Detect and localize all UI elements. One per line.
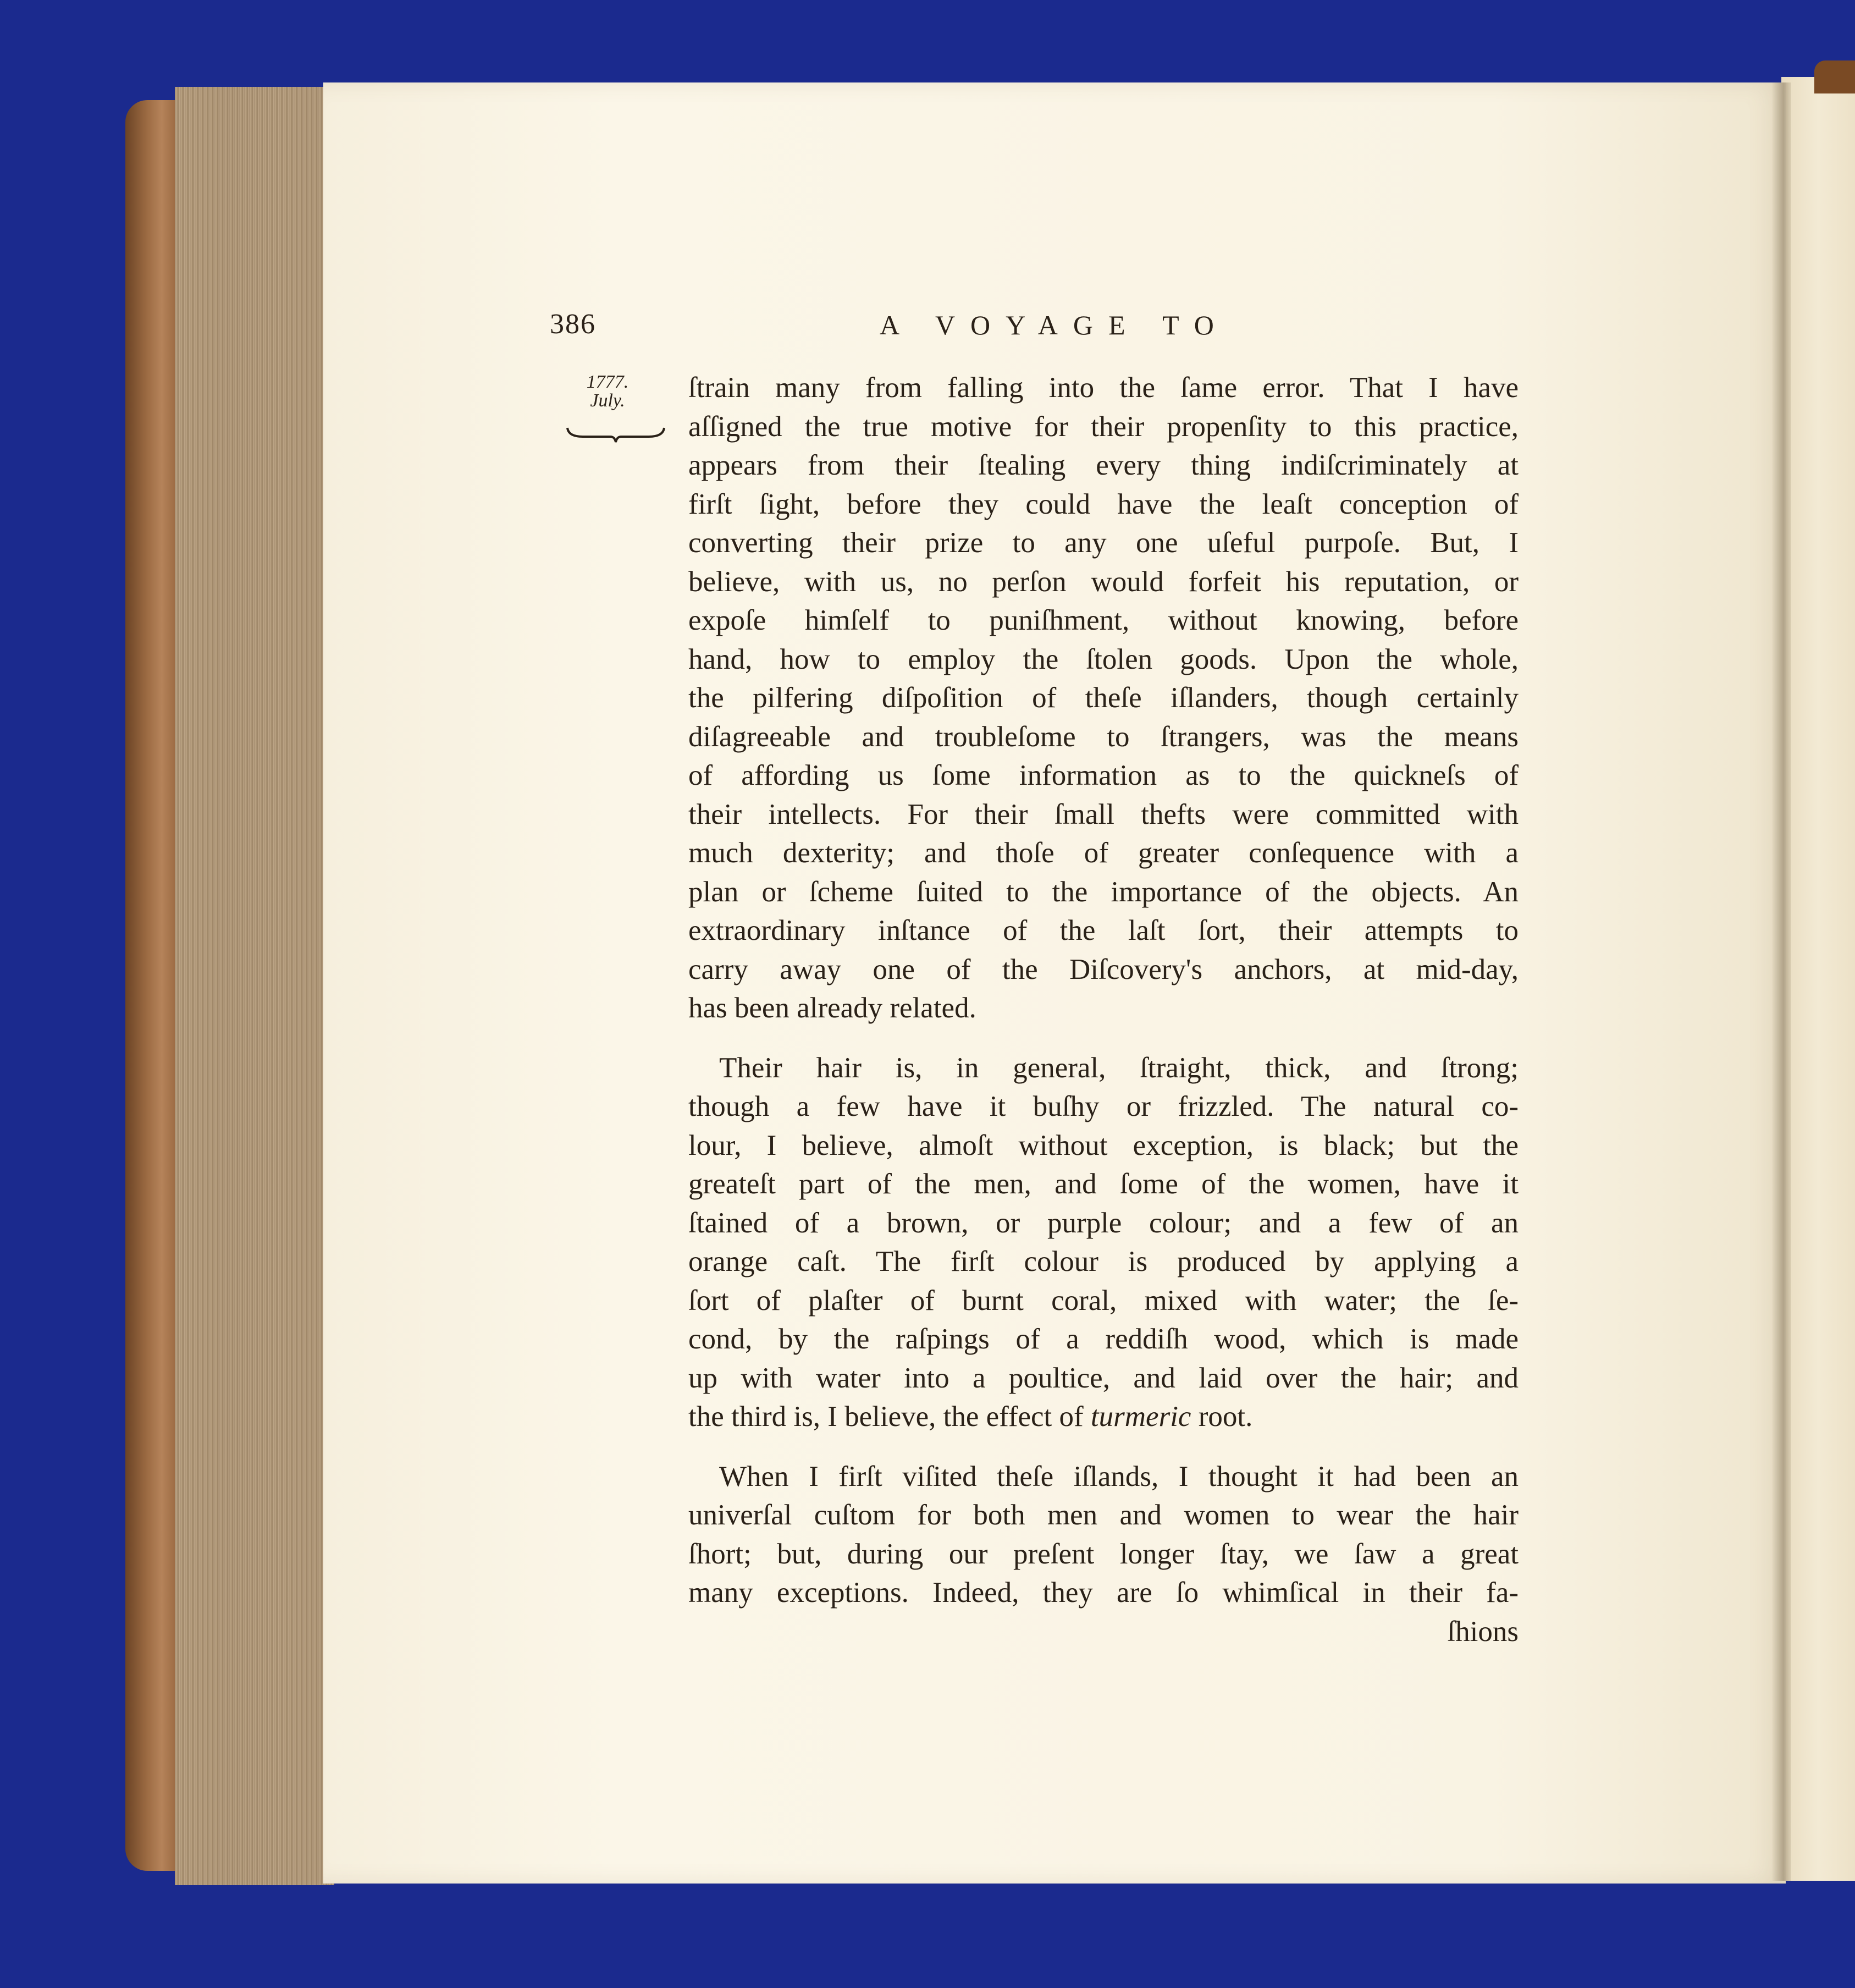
page-gutter-shadow xyxy=(1771,82,1791,1881)
text-line: When I firſt viſited theſe iſlands, I thought it had been an xyxy=(719,1460,1519,1493)
text-line: univerſal cuſtom for both men and women to wear the hair xyxy=(688,1499,1519,1531)
page-edges xyxy=(175,87,334,1885)
text-line: believe, with us, no perſon would forfeit his reputation, or xyxy=(688,565,1519,598)
text-line: expoſe himſelf to puniſhment, without knowing, before xyxy=(688,604,1519,636)
page-number: 386 xyxy=(550,309,596,340)
paragraph-2 xyxy=(688,1049,1519,1436)
text-line: greateſt part of the men, and ſome of the women, have it xyxy=(688,1168,1519,1200)
margin-year: 1777. xyxy=(586,372,629,392)
text-line: ſhort; but, during our preſent longer ſtay, we ſaw a great xyxy=(688,1538,1519,1570)
text-line: extraordinary inſtance of the laſt ſort, their attempts to xyxy=(688,915,1519,946)
text-line: orange caſt. The firſt colour is produced by applying a xyxy=(688,1246,1519,1277)
text-line: firſt ſight, before they could have the leaſt conception of xyxy=(688,488,1519,520)
text-line: the pilfering diſpoſition of theſe iſlanders, though certainly xyxy=(688,682,1519,714)
text-line xyxy=(688,1397,1519,1436)
running-title: A VOYAGE TO xyxy=(880,310,1229,340)
text-line: appears from their ſtealing every thing indiſcriminately at xyxy=(688,449,1519,481)
margin-brace-icon xyxy=(566,423,665,445)
text-line: aſſigned the true motive for their propenſity to this practice, xyxy=(688,410,1519,443)
text-line: though a few have it buſhy or frizzled. The natural co- xyxy=(688,1091,1519,1122)
text-line: up with water into a poultice, and laid over the hair; and xyxy=(688,1362,1519,1394)
text-line: ſtained of a brown, or purple colour; and a few of an xyxy=(688,1207,1519,1239)
paragraph-3 xyxy=(688,1457,1519,1651)
text-run: the third is, I believe, the effect of xyxy=(688,1401,1091,1433)
text-line: lour, I believe, almoſt without exception, is black; but the xyxy=(688,1129,1519,1161)
text-line: diſagreeable and troubleſome to ſtrangers, was the means xyxy=(688,720,1519,753)
text-line: Their hair is, in general, ſtraight, thick, and ſtrong; xyxy=(719,1051,1519,1084)
text-line: plan or ſcheme ſuited to the importance of the objects. An xyxy=(688,875,1519,908)
text-line: of affording us ſome information as to the quickneſs of xyxy=(688,759,1519,791)
catchword: ſhions xyxy=(1447,1615,1519,1648)
italic-term: turmeric xyxy=(1090,1401,1191,1433)
text-line: many exceptions. Indeed, they are ſo whimſical in their fa- xyxy=(688,1577,1519,1609)
text-line: cond, by the raſpings of a reddiſh wood, which is made xyxy=(688,1323,1519,1355)
margin-date-note xyxy=(566,373,649,410)
text-line: hand, how to employ the ſtolen goods. Upon the whole, xyxy=(688,643,1519,675)
margin-month: July. xyxy=(590,390,625,411)
text-line: carry away one of the Diſcovery's anchors, at mid-day, xyxy=(688,953,1519,985)
facing-page-edge xyxy=(1781,77,1855,1881)
text-line: has been already related. xyxy=(688,992,976,1024)
text-run: root. xyxy=(1191,1401,1253,1433)
text-line: converting their prize to any one uſeful purpoſe. But, I xyxy=(688,527,1519,559)
facing-binding-corner xyxy=(1814,60,1855,93)
body-text xyxy=(688,368,1519,1651)
text-line: ſtrain many from falling into the ſame error. That I have xyxy=(688,372,1519,404)
paragraph-1 xyxy=(688,368,1519,1028)
text-line: much dexterity; and thoſe of greater conſequence with a xyxy=(688,837,1519,869)
text-line: their intellects. For their ſmall thefts were committed with xyxy=(688,798,1519,830)
text-line: ſort of plaſter of burnt coral, mixed with water; the ſe- xyxy=(688,1284,1519,1317)
